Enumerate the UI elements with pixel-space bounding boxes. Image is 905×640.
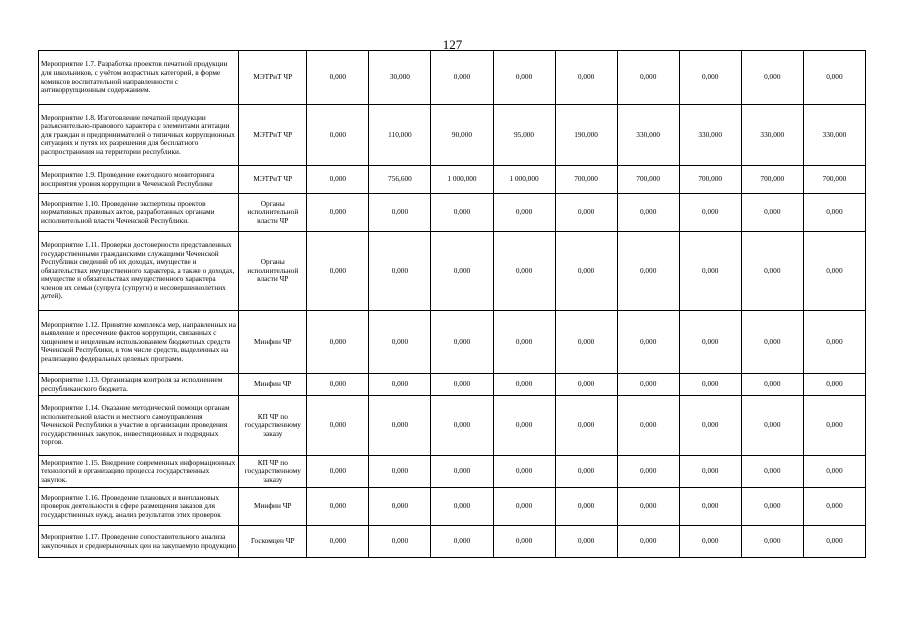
funding-value: 0,000 [679,456,741,488]
funding-value: 0,000 [617,194,679,232]
funding-value: 0,000 [431,526,493,558]
funding-value: 0,000 [307,166,369,194]
activity-description: Мероприятие 1.16. Проведение плановых и внеплановых проверок деятельности в сфере размещения заказов для государственных нужд, анализ результатов этих проверок [39,488,239,526]
funding-value: 0,000 [555,456,617,488]
page-number: 127 [442,37,463,52]
funding-value: 0,000 [741,232,803,311]
funding-value: 0,000 [803,526,865,558]
funding-value: 700,000 [741,166,803,194]
funding-value: 756,600 [369,166,431,194]
funding-value: 0,000 [617,51,679,105]
funding-value: 0,000 [555,194,617,232]
funding-value: 0,000 [369,374,431,396]
funding-value: 0,000 [493,526,555,558]
funding-value: 700,000 [555,166,617,194]
funding-value: 330,000 [617,105,679,166]
funding-value: 0,000 [679,374,741,396]
table-row [39,456,866,488]
activity-description: Мероприятие 1.14. Оказание методической помощи органам исполнительной власти и местного самоуправления Чеченской Республики в участие в организации проведения государственных закупок, инвестиционных и подрядных торгов. [39,396,239,456]
funding-value: 0,000 [741,311,803,374]
funding-value: 0,000 [493,456,555,488]
funding-value: 0,000 [431,374,493,396]
funding-value: 0,000 [803,232,865,311]
funding-value: 0,000 [493,51,555,105]
activity-description: Мероприятие 1.7. Разработка проектов печатной продукции для школьников, с учётом возрастных категорий, в форме комиксов воспитательной направленности с антикоррупционным содержанием. [39,51,239,105]
funding-value: 0,000 [307,396,369,456]
program-activities-table [38,50,866,558]
funding-value: 0,000 [307,311,369,374]
funding-value: 0,000 [679,311,741,374]
funding-value: 0,000 [431,396,493,456]
funding-value: 0,000 [617,396,679,456]
funding-value: 0,000 [617,488,679,526]
funding-value: 0,000 [307,488,369,526]
funding-value: 0,000 [555,396,617,456]
funding-value: 0,000 [679,194,741,232]
funding-value: 0,000 [803,374,865,396]
funding-value: 1 000,000 [431,166,493,194]
responsible-executor: Минфин ЧР [239,311,307,374]
funding-value: 0,000 [555,374,617,396]
funding-value: 0,000 [369,311,431,374]
responsible-executor: МЭТРиТ ЧР [239,51,307,105]
responsible-executor: КП ЧР по государственному заказу [239,456,307,488]
funding-value: 0,000 [741,526,803,558]
funding-value: 95,000 [493,105,555,166]
funding-value: 0,000 [431,311,493,374]
responsible-executor: Госкомцен ЧР [239,526,307,558]
funding-value: 0,000 [679,396,741,456]
funding-value: 0,000 [431,51,493,105]
table-row [39,374,866,396]
table-row [39,51,866,105]
funding-value: 0,000 [741,194,803,232]
funding-value: 0,000 [803,488,865,526]
funding-value: 0,000 [555,488,617,526]
funding-value: 0,000 [493,488,555,526]
funding-value: 0,000 [803,311,865,374]
funding-value: 330,000 [679,105,741,166]
funding-value: 0,000 [617,526,679,558]
responsible-executor: Минфин ЧР [239,488,307,526]
funding-value: 0,000 [679,526,741,558]
table-row [39,232,866,311]
funding-value: 0,000 [493,311,555,374]
table-row [39,194,866,232]
funding-value: 1 000,000 [493,166,555,194]
table-row [39,526,866,558]
responsible-executor: КП ЧР по государственному заказу [239,396,307,456]
funding-value: 0,000 [617,311,679,374]
funding-value: 0,000 [431,194,493,232]
responsible-executor: МЭТРиТ ЧР [239,105,307,166]
funding-value: 0,000 [617,374,679,396]
activity-description: Мероприятие 1.9. Проведение ежегодного мониторинга восприятия уровня коррупции в Чеченской Республике [39,166,239,194]
responsible-executor: МЭТРиТ ЧР [239,166,307,194]
funding-value: 0,000 [741,51,803,105]
funding-value: 0,000 [493,396,555,456]
funding-value: 0,000 [307,526,369,558]
funding-value: 0,000 [555,311,617,374]
funding-value: 30,000 [369,51,431,105]
funding-value: 0,000 [307,105,369,166]
table-row [39,396,866,456]
funding-value: 0,000 [493,194,555,232]
funding-value: 0,000 [369,526,431,558]
funding-value: 330,000 [803,105,865,166]
funding-value: 700,000 [803,166,865,194]
funding-value: 0,000 [803,396,865,456]
funding-value: 0,000 [555,51,617,105]
funding-value: 0,000 [741,456,803,488]
responsible-executor: Органы исполнительной власти ЧР [239,232,307,311]
funding-value: 700,000 [617,166,679,194]
activity-description: Мероприятие 1.8. Изготовление печатной продукции разъяснительно-правового характера с элементами агитации для граждан и предпринимателей о типичных коррупционных ситуациях и путях их разрешения для бесплатного распространения на территории республики. [39,105,239,166]
funding-value: 0,000 [431,232,493,311]
funding-value: 0,000 [679,51,741,105]
funding-value: 0,000 [617,456,679,488]
funding-value: 0,000 [741,488,803,526]
funding-value: 0,000 [307,374,369,396]
funding-value: 0,000 [369,488,431,526]
activity-description: Мероприятие 1.13. Организация контроля за исполнением республиканского бюджета. [39,374,239,396]
funding-value: 0,000 [307,51,369,105]
responsible-executor: Органы исполнительной власти ЧР [239,194,307,232]
activity-description: Мероприятие 1.17. Проведение сопоставительного анализа закупочных и среднерыночных цен на закупаемую продукцию [39,526,239,558]
activity-description: Мероприятие 1.12. Принятие комплекса мер, направленных на выявление и пресечение фактов коррупции, связанных с хищением и нецелевым использованием бюджетных средств Чеченской Республики, в том числе средств, выделенных на реализацию федеральных целевых программ. [39,311,239,374]
funding-value: 0,000 [617,232,679,311]
funding-value: 0,000 [431,456,493,488]
funding-value: 0,000 [369,456,431,488]
funding-value: 0,000 [493,232,555,311]
activity-description: Мероприятие 1.15. Внедрение современных информационных технологий в организацию процесса государственных закупок. [39,456,239,488]
funding-value: 0,000 [741,396,803,456]
funding-value: 0,000 [803,51,865,105]
funding-value: 0,000 [369,396,431,456]
funding-value: 0,000 [369,232,431,311]
funding-value: 0,000 [803,456,865,488]
activity-description: Мероприятие 1.10. Проведение экспертизы проектов нормативных правовых актов, разработанных органами исполнительной власти Чеченской Республики. [39,194,239,232]
funding-value: 0,000 [431,488,493,526]
table-row [39,488,866,526]
funding-value: 0,000 [493,374,555,396]
funding-value: 0,000 [307,232,369,311]
table-row [39,105,866,166]
funding-value: 0,000 [741,374,803,396]
funding-value: 0,000 [555,232,617,311]
funding-value: 330,000 [741,105,803,166]
funding-value: 0,000 [803,194,865,232]
table-row [39,166,866,194]
funding-value: 700,000 [679,166,741,194]
funding-value: 0,000 [307,456,369,488]
responsible-executor: Минфин ЧР [239,374,307,396]
funding-value: 0,000 [307,194,369,232]
funding-value: 0,000 [555,526,617,558]
funding-value: 0,000 [369,194,431,232]
activity-description: Мероприятие 1.11. Проверки достоверности представленных государственными гражданскими служащими Чеченской Республики сведений об их доходах, имуществе и обязательствах имущественного характера, а также о доходах, имуществе и обязательствах имущественного характера членов их семьи (супруга (супруги) и несовершеннолетних детей). [39,232,239,311]
funding-value: 0,000 [679,488,741,526]
funding-value: 90,000 [431,105,493,166]
funding-value: 110,000 [369,105,431,166]
table-row [39,311,866,374]
funding-value: 190,000 [555,105,617,166]
funding-value: 0,000 [679,232,741,311]
